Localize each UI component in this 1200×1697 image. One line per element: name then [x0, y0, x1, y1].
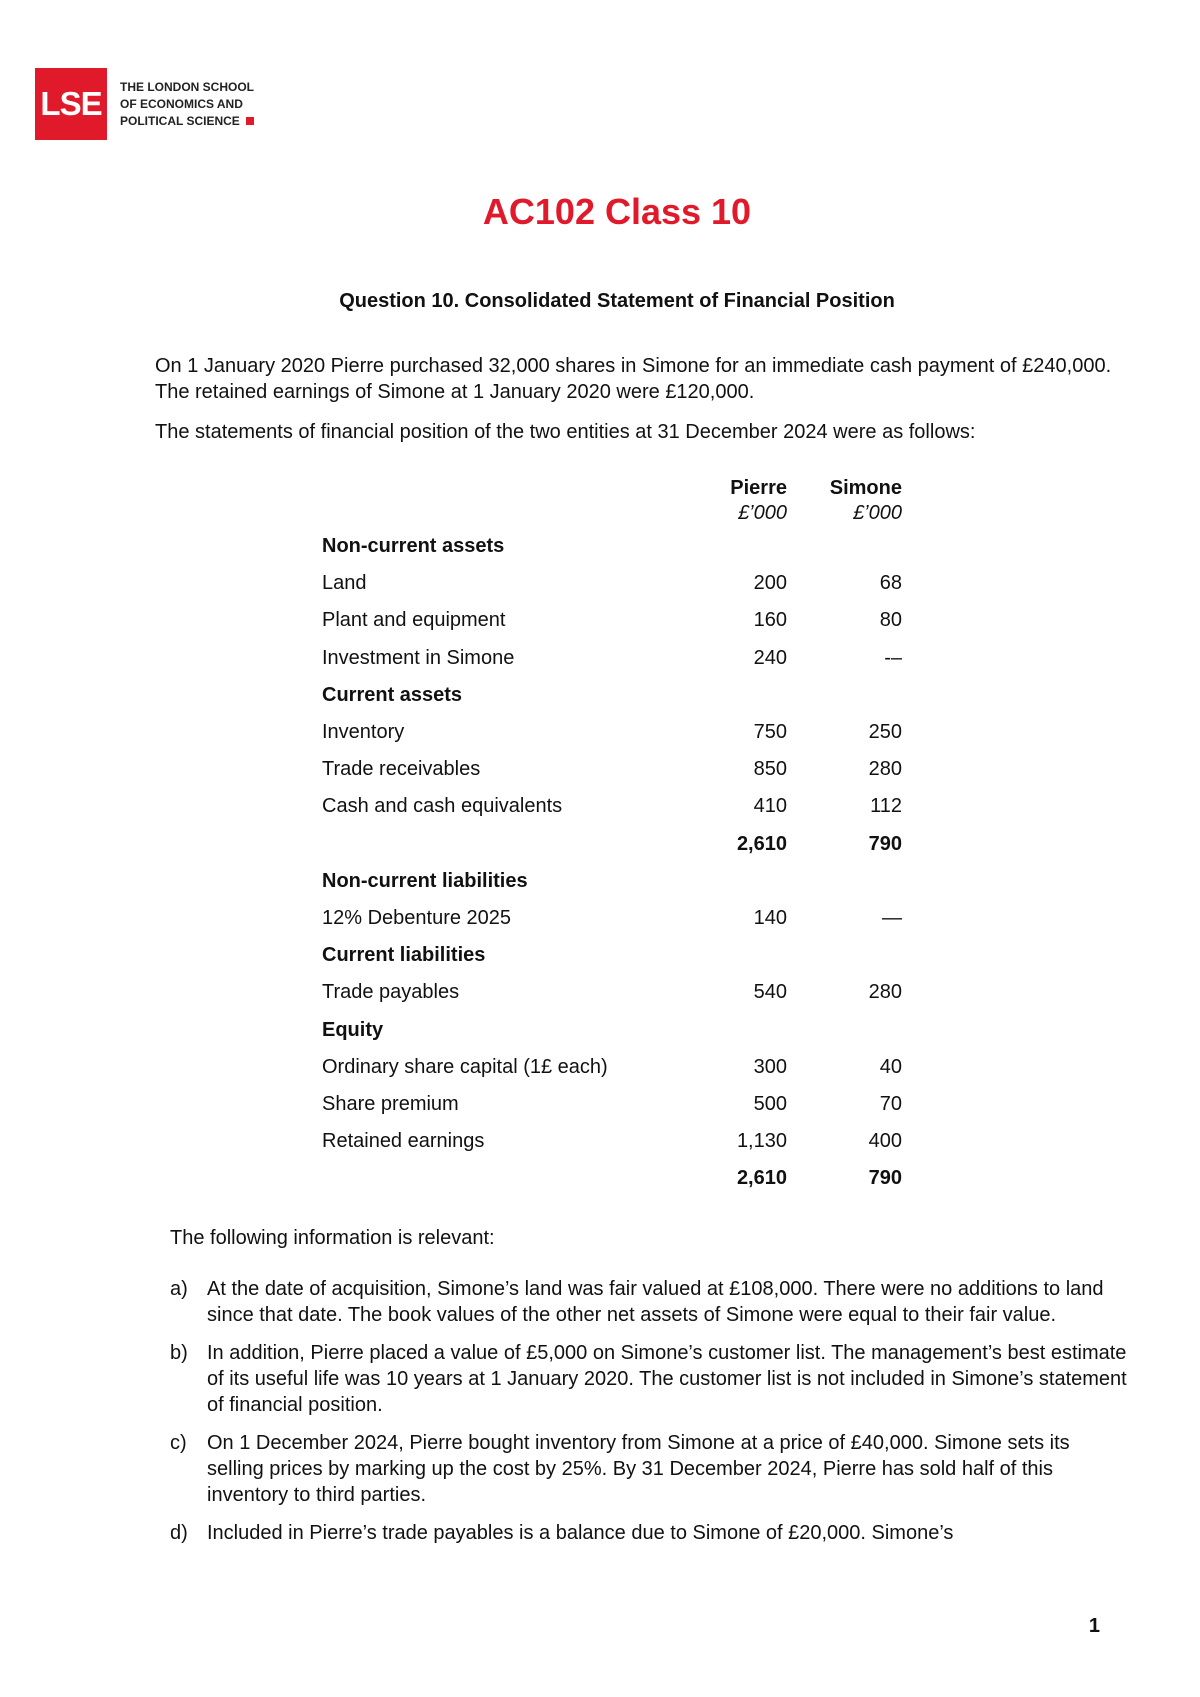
simone-value	[787, 937, 902, 974]
logo-line-2: OF ECONOMICS AND	[120, 96, 243, 111]
row-label: Non-current assets	[322, 535, 505, 558]
table-row	[322, 900, 902, 937]
lse-logo	[35, 68, 254, 140]
logo-mark-text: LSE	[40, 85, 102, 122]
list-item	[170, 1430, 1130, 1508]
table-row	[322, 863, 902, 900]
row-label: Plant and equipment	[322, 609, 506, 632]
pierre-value: 300	[753, 1055, 787, 1078]
list-text: In addition, Pierre placed a value of £5,000 on Simone’s customer list. The management’s best estimate of its useful life was 10 years at 1 January 2020. The customer list is not included in Simone’s statement of financial position.	[207, 1342, 1127, 1416]
simone-value: 80	[879, 609, 902, 632]
table-row	[322, 1011, 902, 1048]
row-label: Cash and cash equivalents	[322, 795, 563, 818]
table-row	[322, 677, 902, 714]
table-row	[322, 788, 902, 825]
table-body	[322, 528, 902, 1197]
header-pierre: Pierre	[730, 476, 787, 499]
table-row	[322, 1086, 902, 1123]
table-unit-row	[322, 502, 902, 528]
pierre-value: 160	[753, 609, 787, 632]
list-marker: a)	[170, 1278, 188, 1300]
row-label: Share premium	[322, 1092, 459, 1115]
pierre-value: 2,610	[736, 832, 787, 855]
pierre-value: 2,610	[736, 1167, 787, 1190]
row-label: 12% Debenture 2025	[322, 906, 512, 929]
list-marker: c)	[170, 1432, 187, 1454]
row-label: Non-current liabilities	[322, 869, 528, 892]
list-marker: d)	[170, 1522, 188, 1544]
logo-line-1: THE LONDON SCHOOL	[120, 79, 254, 94]
list-marker: b)	[170, 1342, 188, 1364]
simone-value: 40	[879, 1055, 902, 1078]
simone-value: 250	[868, 721, 902, 744]
list-text: At the date of acquisition, Simone’s land was fair valued at £108,000. There were no additions to land since that date. The book values of the other net assets of Simone were equal to their fair value.	[207, 1278, 1104, 1326]
simone-value: -–	[884, 646, 902, 669]
simone-value: 790	[868, 1167, 902, 1190]
pierre-value	[672, 937, 787, 974]
row-label: Investment in Simone	[322, 646, 515, 669]
table-row	[322, 565, 902, 602]
row-label: Trade receivables	[322, 758, 481, 781]
row-label: Retained earnings	[322, 1130, 485, 1153]
pierre-value: 140	[753, 906, 787, 929]
unit-empty	[322, 502, 672, 528]
simone-value: 280	[868, 981, 902, 1004]
header-empty	[322, 474, 672, 502]
intro-paragraph: On 1 January 2020 Pierre purchased 32,000 shares in Simone for an immediate cash payment of £240,000. The retained earnings of Simone at 1 January 2020 were £120,000.	[155, 355, 1112, 403]
row-label: Trade payables	[322, 981, 460, 1004]
pierre-value: 1,130	[736, 1130, 787, 1153]
row-label	[322, 1160, 672, 1197]
table-row	[322, 1160, 902, 1197]
table-header-row	[322, 474, 902, 502]
logo-line-3	[120, 113, 254, 130]
row-label: Inventory	[322, 721, 405, 744]
logo-line-3-text: POLITICAL SCIENCE	[120, 113, 240, 128]
list-text: On 1 December 2024, Pierre bought inventory from Simone at a price of £40,000. Simone sets its selling prices by marking up the cost by 25%. By 31 December 2024, Pierre has sold half of this inventory to third parties.	[207, 1432, 1070, 1506]
simone-value	[787, 863, 902, 900]
header-simone: Simone	[829, 476, 902, 499]
document-title: AC102 Class 10	[482, 191, 752, 232]
simone-value: 70	[879, 1092, 902, 1115]
pierre-value	[672, 677, 787, 714]
row-label: Ordinary share capital (1£ each)	[322, 1055, 608, 1078]
table-row	[322, 714, 902, 751]
table-row	[322, 937, 902, 974]
row-label: Equity	[322, 1018, 384, 1041]
financial-position-table	[322, 474, 902, 1197]
lse-logo-mark	[35, 68, 107, 140]
pierre-value: 500	[753, 1092, 787, 1115]
unit-simone: £’000	[853, 502, 902, 524]
row-label: Current liabilities	[322, 944, 486, 967]
pierre-value: 850	[753, 758, 787, 781]
simone-value: 400	[868, 1130, 902, 1153]
simone-value: 280	[868, 758, 902, 781]
pierre-value	[672, 1011, 787, 1048]
pierre-value	[672, 863, 787, 900]
simone-value: 112	[870, 795, 902, 818]
row-label	[322, 826, 672, 863]
intro-paragraph-2: The statements of financial position of the two entities at 31 December 2024 were as follows:	[155, 421, 976, 443]
list-item	[170, 1520, 1130, 1546]
question-heading: Question 10. Consolidated Statement of Financial Position	[339, 290, 895, 312]
simone-value: —	[882, 906, 902, 929]
pierre-value: 410	[753, 795, 787, 818]
row-label: Land	[322, 572, 367, 595]
pierre-value: 240	[753, 646, 787, 669]
information-list	[170, 1276, 1130, 1558]
simone-value: 68	[879, 572, 902, 595]
info-heading: The following information is relevant:	[170, 1227, 495, 1249]
pierre-value: 200	[753, 572, 787, 595]
list-item	[170, 1340, 1130, 1418]
pierre-value	[672, 528, 787, 565]
simone-value	[787, 677, 902, 714]
pierre-value: 750	[753, 721, 787, 744]
simone-value	[787, 1011, 902, 1048]
table-row	[322, 1123, 902, 1160]
table-row	[322, 1049, 902, 1086]
table-row	[322, 528, 902, 565]
row-label: Current assets	[322, 683, 463, 706]
table-row	[322, 974, 902, 1011]
table-row	[322, 751, 902, 788]
logo-wordmark	[120, 79, 254, 130]
list-item	[170, 1276, 1130, 1328]
logo-square-icon	[246, 117, 254, 125]
simone-value	[787, 528, 902, 565]
pierre-value: 540	[753, 981, 787, 1004]
page-number: 1	[1088, 1615, 1100, 1637]
simone-value: 790	[868, 832, 902, 855]
table-row	[322, 602, 902, 639]
unit-pierre: £’000	[738, 502, 787, 524]
table-row	[322, 640, 902, 677]
table-row	[322, 826, 902, 863]
list-text: Included in Pierre’s trade payables is a balance due to Simone of £20,000. Simone’s	[207, 1522, 954, 1544]
